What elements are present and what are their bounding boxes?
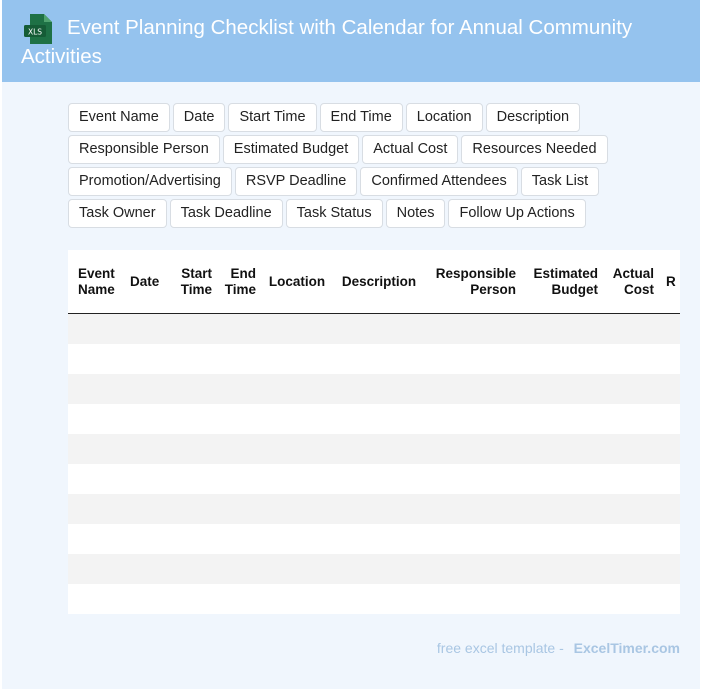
excel-icon-label: XLS	[27, 27, 43, 37]
table-row[interactable]	[68, 404, 680, 434]
column-tag[interactable]: Responsible Person	[68, 135, 220, 164]
column-header: End Time	[224, 265, 256, 297]
column-tag[interactable]: Location	[406, 103, 483, 132]
column-tag[interactable]: Estimated Budget	[223, 135, 359, 164]
column-header: Event Name	[78, 265, 115, 297]
column-tag[interactable]: Promotion/Advertising	[68, 167, 232, 196]
column-header: Estimated Budget	[533, 265, 598, 297]
table-row[interactable]	[68, 464, 680, 494]
page-title: Event Planning Checklist with Calendar for Annual Community Activities	[21, 16, 633, 68]
footer	[2, 639, 680, 657]
column-header: R	[666, 273, 676, 289]
column-tag-list	[68, 103, 648, 231]
column-tag[interactable]: Task List	[521, 167, 599, 196]
column-header: Description	[341, 273, 417, 289]
table-row[interactable]	[68, 374, 680, 404]
table-row[interactable]	[68, 314, 680, 344]
column-tag[interactable]: Date	[173, 103, 226, 132]
column-tag[interactable]: RSVP Deadline	[235, 167, 358, 196]
column-tag[interactable]: Task Owner	[68, 199, 167, 228]
column-header: Date	[130, 273, 160, 289]
column-tag[interactable]: Description	[486, 103, 581, 132]
column-tag[interactable]: Follow Up Actions	[448, 199, 585, 228]
page	[2, 0, 700, 689]
table-header-row	[68, 250, 680, 314]
column-header: Actual Cost	[612, 265, 654, 297]
column-header: Location	[268, 273, 326, 289]
table-row[interactable]	[68, 524, 680, 554]
column-tag[interactable]: Task Deadline	[170, 199, 283, 228]
tag-row	[68, 167, 648, 199]
column-tag[interactable]: End Time	[320, 103, 403, 132]
footer-brand-link[interactable]: ExcelTimer.com	[573, 640, 680, 656]
tag-row	[68, 103, 648, 135]
tag-row	[68, 199, 648, 231]
table-body	[68, 314, 680, 614]
column-tag[interactable]: Start Time	[228, 103, 316, 132]
header-banner	[2, 0, 700, 82]
column-tag[interactable]: Task Status	[286, 199, 383, 228]
column-header: Responsible Person	[435, 265, 516, 297]
table-row[interactable]	[68, 344, 680, 374]
table-row[interactable]	[68, 434, 680, 464]
column-tag[interactable]: Confirmed Attendees	[360, 167, 517, 196]
column-tag[interactable]: Notes	[386, 199, 446, 228]
column-tag[interactable]: Actual Cost	[362, 135, 458, 164]
table-row[interactable]	[68, 584, 680, 614]
column-header: Start Time	[180, 265, 212, 297]
column-tag[interactable]: Resources Needed	[461, 135, 607, 164]
footer-text: free excel template -	[436, 640, 564, 656]
tag-row	[68, 135, 648, 167]
table-row[interactable]	[68, 554, 680, 584]
checklist-table	[68, 250, 680, 614]
column-tag[interactable]: Event Name	[68, 103, 170, 132]
table-row[interactable]	[68, 494, 680, 524]
